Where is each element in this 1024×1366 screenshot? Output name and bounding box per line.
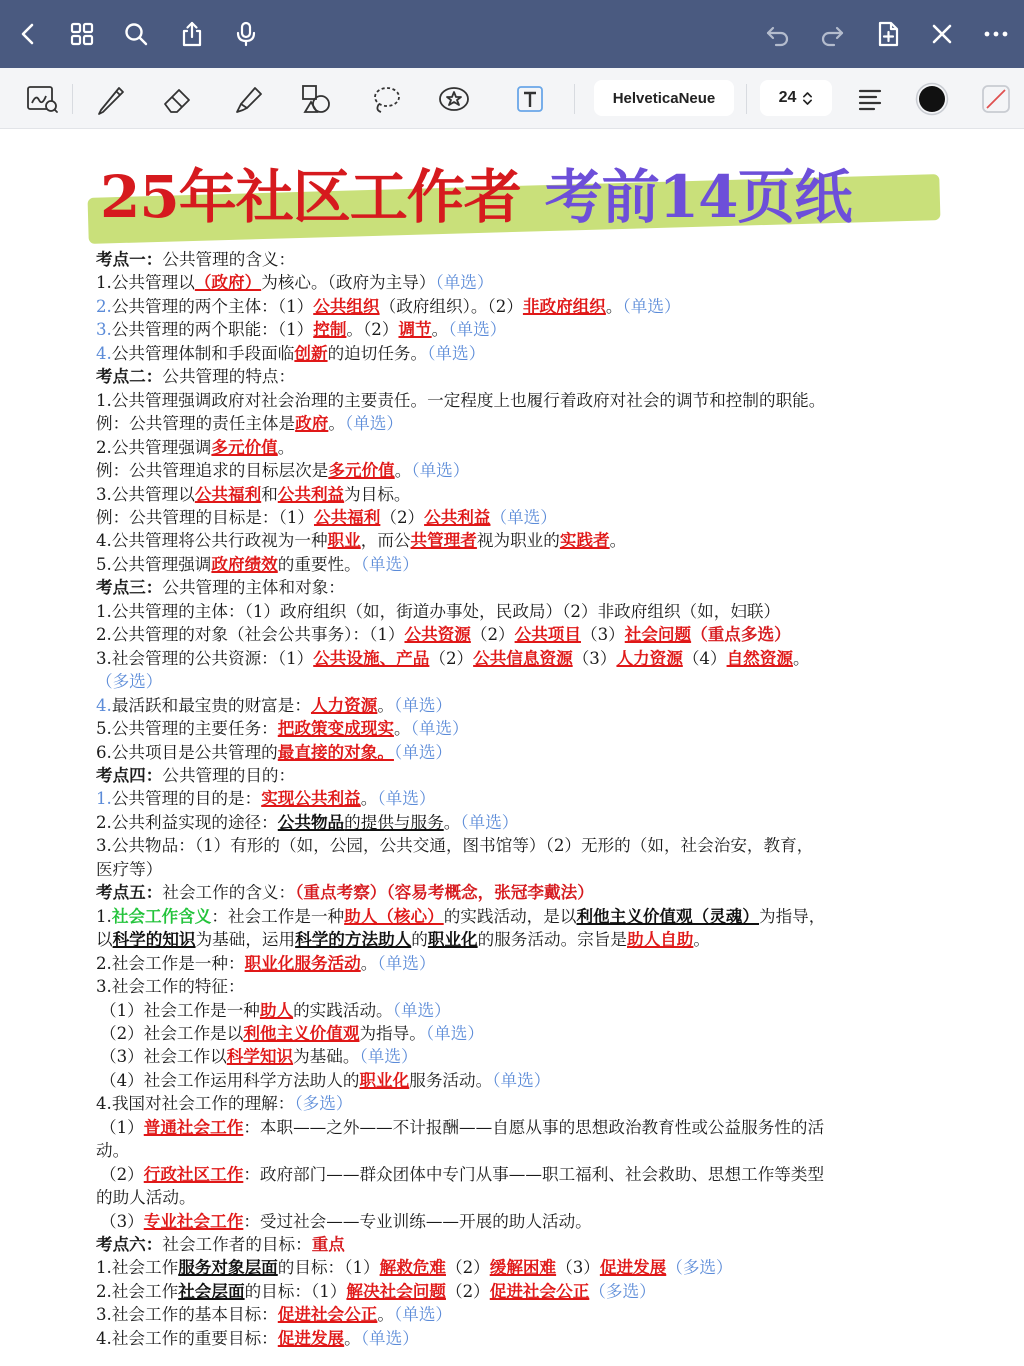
note-line (96, 271, 966, 294)
note-text: 3.公共物品：（1）有形的（如，公园，公共交通，图书馆等）（2）无形的（如，社会治安，教育， (96, 836, 814, 856)
key-phrase: 职业化 (427, 929, 478, 950)
note-line (96, 647, 966, 670)
question-type-tag: （单选） (393, 1305, 453, 1325)
answer-keyword: 自然资源 (726, 647, 793, 668)
note-line (96, 483, 966, 506)
note-line (96, 553, 966, 576)
note-text: 2.公共管理强调 (96, 437, 212, 457)
answer-keyword: 科学知识 (226, 1046, 294, 1067)
grid-view-icon[interactable] (66, 18, 98, 50)
answer-keyword: 职业 (327, 530, 361, 551)
text-color-swatch-icon[interactable] (912, 80, 952, 118)
note-line (96, 1092, 966, 1115)
section-heading: 考点四： (96, 764, 163, 785)
note-line (96, 928, 966, 951)
section-line (96, 365, 966, 388)
answer-keyword: 助人自助 (627, 929, 694, 950)
answer-keyword: 促进社会公正 (277, 1304, 378, 1325)
note-text: （1）社会工作是一种 (100, 1000, 260, 1020)
note-text: 1.公共管理以 (96, 273, 195, 293)
note-line (96, 1303, 966, 1326)
answer-keyword: 把政策变成现实 (277, 718, 394, 739)
question-type-tag: （单选） (448, 320, 507, 340)
item-number: 2. (96, 296, 112, 316)
item-number: 4. (96, 343, 112, 363)
eraser-tool-icon[interactable] (158, 80, 198, 118)
read-only-mode-icon[interactable] (22, 80, 62, 118)
note-text: 。 (328, 414, 345, 434)
note-text: （2） (470, 625, 515, 645)
note-line (96, 741, 966, 764)
note-text: 。 (360, 953, 378, 973)
answer-keyword: 促进发展 (599, 1257, 667, 1278)
note-line (96, 318, 966, 341)
section-heading: 考点一： (96, 249, 163, 269)
answer-keyword: 专业社会工作 (143, 1210, 244, 1231)
stepper-chevrons-icon (802, 91, 813, 106)
answer-keyword: 公共信息资源 (473, 647, 573, 668)
note-text: 6.公共项目是公共管理的 (96, 742, 278, 762)
key-phrase: 科学的方法助人 (295, 929, 412, 950)
note-text: 公共管理的目的是： (111, 789, 262, 809)
section-heading: 考点二： (96, 366, 163, 387)
note-text: 的迫切任务。 (327, 343, 428, 363)
note-text: （3） (572, 648, 617, 668)
note-text: （4）社会工作运用科学方法助人的 (100, 1070, 360, 1090)
answer-keyword: 公共资源 (404, 624, 471, 645)
note-text: （2） (380, 507, 425, 527)
answer-keyword: 实现公共利益 (261, 788, 361, 809)
note-line (96, 811, 966, 834)
note-text: 4.公共管理将公共行政视为一种 (96, 531, 328, 551)
note-text: 为基础。 (293, 1047, 360, 1067)
note-text: （3） (556, 1258, 600, 1278)
note-text: 例：公共管理追求的目标层次是 (96, 461, 329, 481)
note-text: ：受过社会——专业训练——开展的助人活动。 (243, 1211, 592, 1231)
note-text: 的目标：（1） (277, 1258, 380, 1278)
note-text: 。 (377, 1305, 394, 1325)
note-line (96, 459, 966, 482)
answer-keyword: （政府） (194, 272, 262, 293)
note-text: 。 (360, 789, 378, 809)
more-options-icon[interactable] (980, 18, 1012, 50)
question-type-tag: （多选） (666, 1258, 733, 1278)
answer-keyword: 公共项目 (514, 624, 581, 645)
note-line (96, 1022, 966, 1045)
note-text: 。 (693, 930, 710, 950)
note-line (96, 717, 966, 740)
note-text: 为指导。 (359, 1023, 426, 1043)
top-navigation-bar (0, 0, 1024, 68)
note-text: 3.社会管理的公共资源：（1） (96, 648, 314, 668)
answer-keyword: 非政府组织 (522, 295, 606, 316)
note-text: 1.公共管理强调政府对社会治理的主要责任。一定程度上也履行着政府对社会的调节和控制的职能。 (96, 390, 826, 410)
answer-keyword: 职业化服务活动 (244, 952, 361, 973)
note-text: （2） (445, 1258, 490, 1278)
question-type-tag: （单选） (460, 812, 519, 832)
font-size-value: 24 (778, 89, 797, 106)
answer-keyword: 多元价值 (328, 460, 395, 481)
note-text: 例：公共管理的目标是：（1） (96, 507, 314, 527)
note-text: 的重要性。 (277, 554, 361, 574)
note-text: 3.社会工作的特征： (96, 977, 245, 997)
notes-body (96, 248, 966, 1350)
question-type-tag: （多选） (589, 1281, 656, 1301)
note-line (96, 999, 966, 1022)
note-text: （2） (445, 1281, 490, 1301)
drawing-toolbar (0, 68, 1024, 129)
note-line (96, 952, 966, 975)
answer-keyword: 助人 (259, 999, 294, 1020)
section-heading: 考点六： (96, 1234, 163, 1255)
note-text: 视为职业的 (476, 531, 560, 551)
answer-keyword: 人力资源 (310, 694, 378, 715)
note-text: （3） (100, 1211, 144, 1231)
note-line (96, 389, 966, 412)
note-text: 公共管理的两个职能：（1） (111, 320, 314, 340)
add-page-icon[interactable] (872, 18, 904, 50)
answer-keyword: 普通社会工作 (143, 1116, 244, 1137)
text-tool-icon[interactable] (510, 80, 550, 118)
answer-keyword: 解救危难 (379, 1257, 446, 1278)
note-text: 服务活动。 (409, 1070, 493, 1090)
section-heading: 考点三： (96, 577, 163, 598)
page-title (100, 158, 940, 236)
note-text: 例：公共管理的责任主体是 (96, 414, 296, 434)
search-icon[interactable] (120, 18, 152, 50)
note-text: （政府组织）。（2） (379, 296, 523, 316)
note-text: 2.社会工作 (96, 1281, 179, 1301)
note-text: 公共管理的主体和对象： (162, 578, 345, 598)
note-text: 1.社会工作 (96, 1258, 179, 1278)
question-type-tag: （单选） (393, 742, 453, 762)
note-text: 。 (609, 531, 627, 551)
note-text: 医疗等） (96, 859, 163, 879)
question-type-tag: （单选） (377, 953, 436, 973)
title-part-red: 25年社区工作者 (100, 163, 521, 231)
note-line (96, 412, 966, 435)
question-type-tag: （单选） (490, 507, 557, 527)
note-text: 2.社会工作是一种： (96, 953, 245, 973)
note-line (96, 342, 966, 365)
note-text: 5.公共管理强调 (96, 554, 212, 574)
note-text: 3.公共管理以 (96, 484, 195, 504)
note-text: ：本职——之外——不计报酬——自愿从事的思想政治教育性或公益服务性的活 (243, 1117, 825, 1137)
definition-label: 社会工作含义 (111, 905, 212, 926)
question-type-tag: （单选） (360, 1328, 419, 1348)
note-line (96, 670, 966, 693)
note-line (96, 1139, 966, 1162)
note-line (96, 1116, 966, 1139)
sticker-tool-icon[interactable] (434, 80, 474, 118)
note-text: 为指导， (759, 906, 826, 926)
note-text: 。 (605, 296, 623, 316)
answer-keyword: 助人（核心） (344, 905, 444, 926)
note-text: 公共管理的含义： (162, 250, 296, 269)
question-type-tag: （多选） (294, 1094, 353, 1114)
font-size-stepper[interactable] (760, 80, 832, 116)
highlighter-tool-icon[interactable] (228, 80, 268, 118)
note-line (96, 623, 966, 646)
text-align-icon[interactable] (850, 80, 890, 118)
question-type-tag: （单选） (359, 1047, 418, 1067)
question-type-tag: （单选） (622, 296, 681, 316)
note-text: （1） (100, 1117, 144, 1137)
note-line (96, 975, 966, 998)
note-text: 。 (394, 461, 412, 481)
key-phrase: 的提供与服务 (344, 812, 444, 832)
question-type-tag: （单选） (425, 1023, 484, 1043)
note-line (96, 529, 966, 552)
note-line (96, 1186, 966, 1209)
section-line (96, 881, 966, 904)
answer-keyword: 公共设施、产品 (313, 647, 430, 668)
note-line (96, 506, 966, 529)
answer-keyword: 多元价值 (211, 436, 278, 457)
question-type-tag: （单选） (427, 343, 486, 363)
note-text: 社会工作的含义： (162, 883, 296, 903)
answer-keyword: 控制 (313, 319, 347, 340)
emphasis-note: （重点多选） (691, 624, 791, 645)
note-text: 公共管理体制和手段面临 (111, 343, 295, 363)
note-text: 。 (344, 1328, 361, 1348)
note-text: 。 (277, 437, 295, 457)
note-text: 2.公共管理的对象（社会公共事务）：（1） (96, 625, 405, 645)
close-icon[interactable] (926, 18, 958, 50)
section-line (96, 248, 966, 271)
answer-keyword: 利他主义价值观 (243, 1022, 360, 1043)
question-type-tag: （单选） (360, 554, 419, 574)
note-line (96, 1210, 966, 1233)
question-type-tag: （单选） (435, 273, 494, 293)
note-line (96, 295, 966, 318)
note-text: ：政府部门——群众团体中专门从事——职工福利、社会救助、思想工作等类型 (243, 1164, 825, 1184)
answer-keyword: 政府绩效 (211, 553, 278, 574)
key-phrase: 公共物品 (277, 811, 345, 832)
note-text: 1.公共管理的主体：（1）政府组织（如，街道办事处，民政局）（2）非政府组织（如，妇联） (96, 601, 781, 621)
title-part-purple: 考前14页纸 (544, 163, 852, 231)
font-family-picker[interactable]: HelveticaNeue (594, 80, 734, 116)
note-text: 。 (393, 719, 411, 739)
microphone-icon[interactable] (230, 18, 262, 50)
note-text: 公共管理的目的： (162, 765, 296, 785)
document-page[interactable] (0, 130, 1024, 1366)
answer-keyword: 公共利益 (424, 506, 491, 527)
answer-keyword: 职业化 (359, 1069, 410, 1090)
question-type-tag: （单选） (392, 1000, 451, 1020)
lasso-tool-icon[interactable] (366, 80, 406, 118)
note-text: ：社会工作是一种 (211, 906, 345, 926)
key-phrase: 利他主义价值观（灵魂） (576, 905, 759, 926)
note-text: 。 (443, 812, 461, 832)
undo-icon[interactable] (762, 18, 794, 50)
note-line (96, 787, 966, 810)
note-text: 4.我国对社会工作的理解： (96, 1094, 295, 1114)
key-phrase: 服务对象层面 (178, 1257, 278, 1278)
question-type-tag: （单选） (393, 695, 453, 715)
note-text: 社会工作者的目标： (162, 1235, 312, 1255)
note-text: 以 (96, 930, 113, 950)
note-text: 公共管理的特点： (162, 367, 296, 387)
note-text: 的实践活动，是以 (443, 906, 577, 926)
note-line (96, 694, 966, 717)
note-text: （3）社会工作以 (100, 1047, 227, 1067)
note-text: 最活跃和最宝贵的财富是： (111, 695, 311, 715)
share-icon[interactable] (176, 18, 208, 50)
answer-keyword: 创新 (294, 342, 328, 363)
note-text: 3.社会工作的基本目标： (96, 1305, 278, 1325)
answer-keyword: 公共利益 (277, 483, 345, 504)
answer-keyword: 实践者 (559, 530, 610, 551)
section-heading: 考点五： (96, 882, 163, 903)
note-text: 的 (411, 930, 428, 950)
note-text: 动。 (96, 1141, 130, 1161)
answer-keyword: 公共福利 (313, 506, 381, 527)
note-line (96, 436, 966, 459)
note-text: （2） (429, 648, 474, 668)
answer-keyword: 解决社会问题 (346, 1280, 446, 1301)
question-type-tag: （单选） (344, 414, 403, 434)
section-line (96, 1233, 966, 1256)
note-text: 。 (431, 320, 449, 340)
note-line (96, 600, 966, 623)
item-number: 3. (96, 320, 112, 340)
note-line (96, 1045, 966, 1068)
note-text: 。 (377, 695, 394, 715)
question-type-tag: （多选） (96, 672, 163, 692)
answer-keyword: 社会问题 (624, 624, 692, 645)
note-text: 为基础，运用 (195, 930, 296, 950)
item-number: 4. (96, 695, 112, 715)
question-type-tag: （单选） (377, 789, 436, 809)
emphasis-note: （重点考察）（容易考概念，张冠李戴法） (295, 882, 594, 903)
note-text: 公共管理的两个主体：（1） (111, 296, 314, 316)
note-text: 为核心。（政府为主导） (261, 273, 436, 293)
emphasis-note: 重点 (311, 1234, 345, 1255)
note-line (96, 1327, 966, 1350)
answer-keyword: 促进社会公正 (489, 1280, 590, 1301)
question-type-tag: （单选） (492, 1070, 551, 1090)
note-line (96, 1256, 966, 1279)
note-text: 和 (261, 484, 278, 504)
answer-keyword: 共管理者 (410, 530, 477, 551)
note-text: 4.社会工作的重要目标： (96, 1328, 278, 1348)
note-line (96, 1069, 966, 1092)
question-type-tag: （单选） (411, 461, 470, 481)
note-text: 的服务活动。宗旨是 (477, 930, 627, 950)
note-text: 为目标。 (344, 484, 411, 504)
note-text: 2.公共利益实现的途径： (96, 812, 278, 832)
answer-keyword: 公共组织 (313, 295, 380, 316)
answer-keyword: 公共福利 (194, 483, 262, 504)
text-background-swatch-icon[interactable] (976, 80, 1016, 118)
answer-keyword: 政府 (295, 413, 329, 434)
note-text: 的助人活动。 (96, 1188, 196, 1208)
note-text: 。（2） (346, 320, 399, 340)
redo-icon[interactable] (816, 18, 848, 50)
note-text: 的实践活动。 (293, 1000, 393, 1020)
note-line (96, 858, 966, 881)
note-text: 的目标：（1） (244, 1281, 347, 1301)
note-line (96, 1280, 966, 1303)
item-number: 1. (96, 789, 112, 809)
answer-keyword: 最直接的对象。 (277, 741, 394, 762)
note-line (96, 834, 966, 857)
note-text: ，而公 (360, 531, 411, 551)
answer-keyword: 促进发展 (277, 1327, 345, 1348)
pen-tool-icon[interactable] (90, 80, 130, 118)
note-text: （3） (580, 625, 625, 645)
note-text: （2）社会工作是以 (100, 1023, 244, 1043)
note-text: （2） (100, 1164, 144, 1184)
section-line (96, 576, 966, 599)
note-text: 。 (792, 648, 810, 668)
note-text: （4） (682, 648, 727, 668)
answer-keyword: 人力资源 (616, 647, 683, 668)
note-line (96, 905, 966, 928)
section-line (96, 764, 966, 787)
shapes-tool-icon[interactable] (296, 80, 336, 118)
note-text: 5.公共管理的主要任务： (96, 719, 278, 739)
back-chevron-icon[interactable] (12, 18, 44, 50)
question-type-tag: （单选） (410, 719, 469, 739)
key-phrase: 社会层面 (178, 1280, 245, 1301)
answer-keyword: 调节 (398, 319, 432, 340)
note-text: 1. (96, 906, 112, 926)
key-phrase: 科学的知识 (112, 929, 196, 950)
note-line (96, 1163, 966, 1186)
answer-keyword: 缓解困难 (489, 1257, 557, 1278)
answer-keyword: 行政社区工作 (143, 1163, 244, 1184)
